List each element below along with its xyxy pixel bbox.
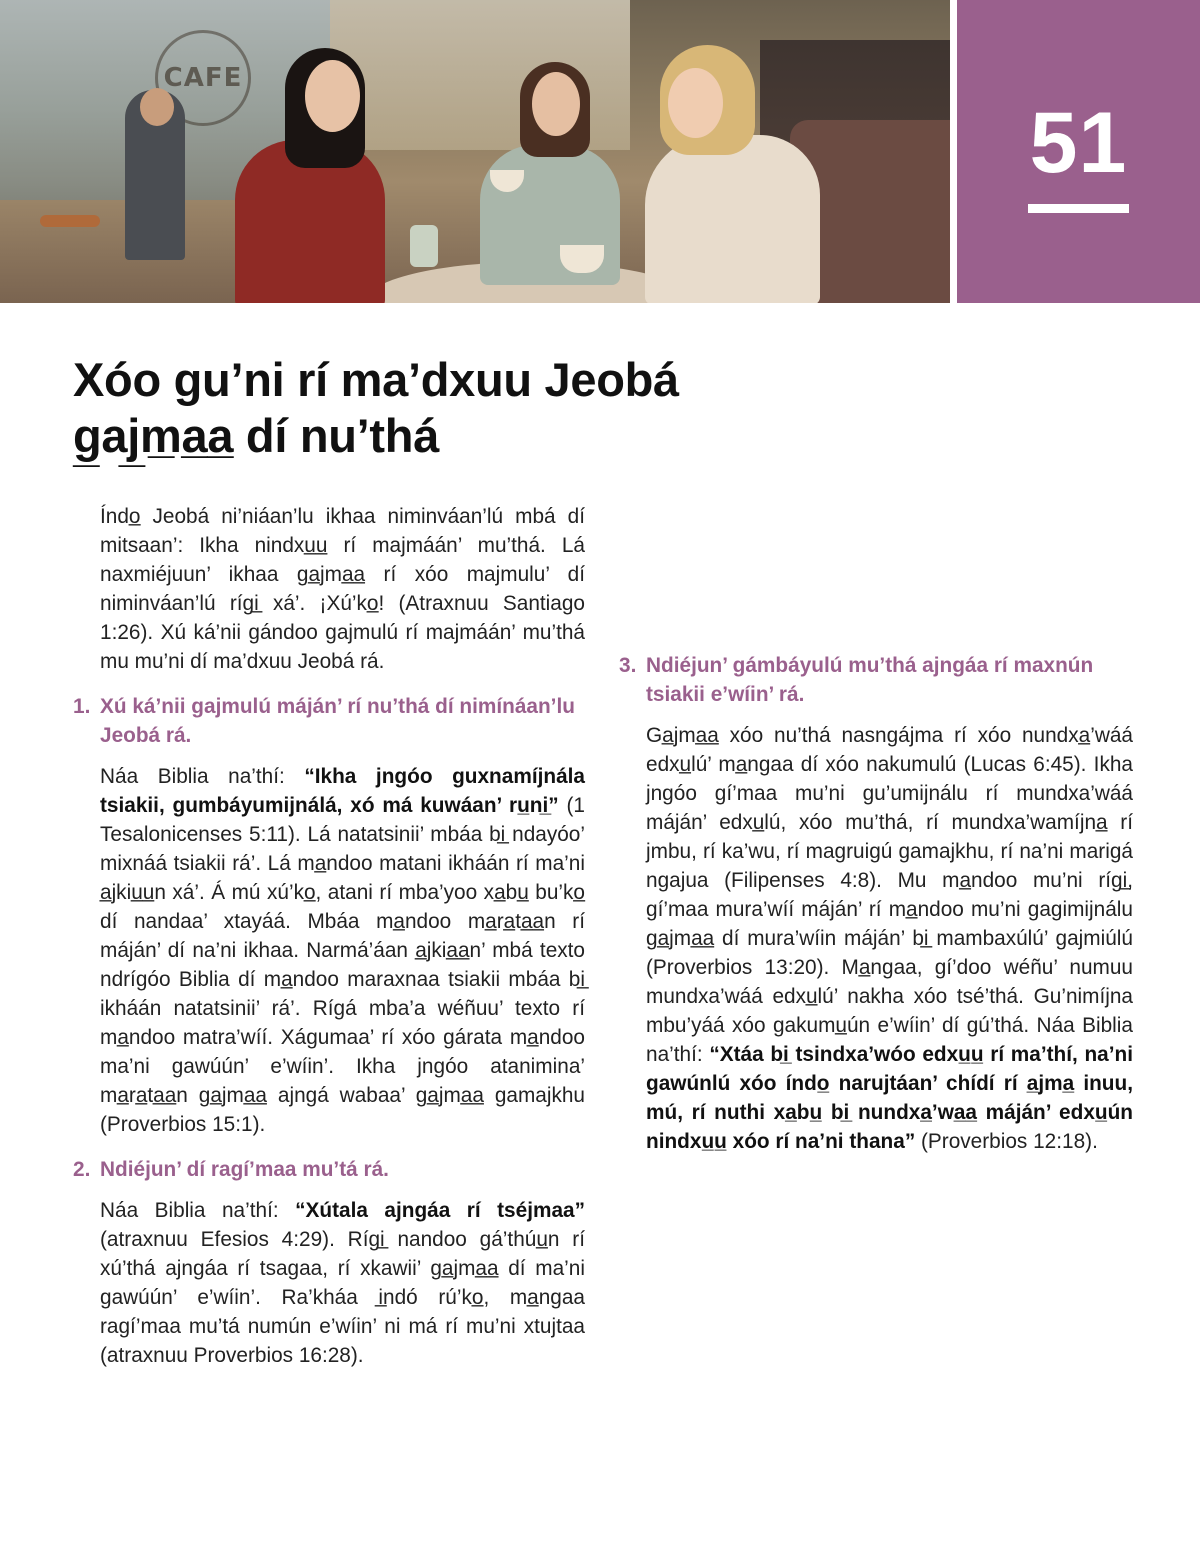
background-man-head [140, 88, 174, 126]
cafe-sign: CAFE [155, 30, 251, 126]
lesson-badge [957, 0, 1200, 303]
section-heading [73, 692, 585, 750]
left-column [73, 502, 585, 1370]
bible-quote: “Ikha jngóo guxnamíjnála tsiakii, gumbáyumijnálá, xó má kuwáan’ ru̲ni̲” [100, 765, 585, 817]
woman-beige-cardigan [645, 135, 820, 303]
paragraph-body: (atraxnuu Efesios 4:29). Rígi̲ nandoo gá’thúu̲n rí xú’thá ajngáa rí tsagaa, rí xkawii’ ga̲jma̲a̲ dí ma’ni gawúún’ e’wíin’. Ra’kháa i̲ndó rú’ko̲, ma̲ngaa ragí’maa mu’tá numún e’wíin’ ni má rí mu’ni xtujtaa (atraxnuu Proverbios 16:28). [100, 1228, 585, 1367]
section-heading [619, 651, 1133, 709]
paragraph-body: (1 Tesalonicenses 5:11). Lá natatsinii’ mbáa bi̲ ndayóo’ mixnáá tsiakii rá’. Lá ma̲ndoo matani ikháán rí ma’ni a̲jkiu̲u̲n xá’. Á mú xú’ko̲, atani rí mba’yoo xa̲bu̲ bu’ko̲ dí nandaa’ xtayáá. Mbáa ma̲ndoo ma̲ra̲ta̲a̲n rí máján’ dí na’ni ikhaa. Narmá’áan a̲jkia̲a̲n’ mbá texto ndrígóo Biblia dí ma̲ndoo maraxnaa tsiakii mbáa bi̲ ikháán natatsinii’ rá’. Rígá mba’a wéñuu’ texto rí ma̲ndoo matra’wíí. Xágumaa’ rí xóo gárata ma̲ndoo ma’ni gawúún’ e’wíin’. Ikha jngóo atanimina’ ma̲ra̲ta̲a̲n ga̲jma̲a̲ ajngá wabaa’ ga̲jma̲a̲ gamajkhu (Proverbios 15:1). [100, 794, 585, 1136]
glass-jar [410, 225, 438, 267]
section-number: 2. [73, 1158, 91, 1181]
right-column [619, 502, 1133, 1156]
section-heading-text: Xú ká’nii gajmulú máján’ rí nu’thá dí nimínáan’lu Jeobá rá. [100, 695, 575, 747]
section-heading [73, 1155, 585, 1184]
lesson-number-underline [1028, 204, 1129, 213]
woman-red-sweater-face [305, 60, 360, 132]
section-number: 1. [73, 695, 91, 718]
section-heading-text: Ndiéjun’ dí ragí’maa mu’tá rá. [100, 1158, 389, 1181]
section-paragraph [100, 762, 585, 1139]
section-number: 3. [619, 654, 637, 677]
coffee-cup [560, 245, 604, 273]
section-heading-text: Ndiéjun’ gámbáyulú mu’thá ajngáa rí maxnún tsiakii e’wíin’ rá. [646, 654, 1094, 706]
hero-photo [0, 0, 950, 303]
lesson-number: 51 [1029, 95, 1128, 191]
title-line-2: g̲aj̲m̲a̲a̲ dí nu’thá [73, 409, 440, 463]
section-paragraph [646, 721, 1133, 1156]
woman-green-blouse-face [532, 72, 580, 136]
section-paragraph [100, 1196, 585, 1370]
title-line-1: Xóo gu’ni rí ma’dxuu Jeobá [73, 353, 679, 406]
paragraph-tail: (Proverbios 12:18). [915, 1130, 1098, 1153]
bible-quote: “Xtáa bi̲ tsindxa’wóo edxu̲u̲ rí ma’thí, na’ni gawúnlú xóo índo̲ narujtáan’ chídí rí a̲jma̲ inuu, mú, rí nuthi xa̲bu̲ bi̲ nundxa̲’wa̲a̲ máján’ edxu̲ún nindxu̲u̲ xóo rí na’ni thana” [646, 1043, 1133, 1153]
bible-quote: “Xútala ajngáa rí tséjmaa” [295, 1199, 585, 1222]
intro-paragraph: Índo̲ Jeobá ni’niáan’lu ikhaa niminváan’lú mbá dí mitsaan’: Ikha nindxu̲u̲ rí majmáán’ mu’thá. Lá naxmiéjuun’ ikhaa ga̲jma̲a̲ rí xóo majmulu’ dí niminváan’lú rígi̲ xá’. ¡Xú’ko̲! (Atraxnuu Santiago 1:26). Xú ká’nii gándoo gajmulú rí majmáán’ mu’thá mu mu’ni dí ma’dxuu Jeobá rá. [100, 505, 585, 673]
woman-beige-cardigan-face [668, 68, 723, 138]
bar-stool [40, 215, 100, 227]
paragraph-body: Ga̲jma̲a̲ xóo nu’thá nasngájma rí xóo nundxa̲’wáá edxu̲lú’ ma̲ngaa dí xóo nakumulú (Lucas 6:45). Ikha jngóo gí’maa mu’ni gu’umijnálu rí mundxa’wáá máján’ edxu̲lú, xóo mu’thá, rí mundxa’wamíjna̲ rí jmbu, rí ka’wu, rí magruigú gamajkhu, rí na’ni marigá ngajua (Filipenses 4:8). Mu ma̲ndoo mu’ni rígi̲, gí’maa mura’wíí máján’ rí ma̲ndoo mu’ni gagimijnálu ga̲jma̲a̲ dí mura’wíin máján’ bi̲ mambaxúlú’ gajmiúlú (Proverbios 13:20). Ma̲ngaa, gí’doo wéñu’ numuu mundxa’wáá edxu̲lú’ nakha xóo tsé’thá. Gu’nimíjna mbu’yáá xóo gakumu̲ún e’wíin’ dí gú’thá. Náa Biblia na’thí: [646, 724, 1133, 1066]
paragraph-lead: Náa Biblia na’thí: [100, 765, 305, 788]
paragraph-lead: Náa Biblia na’thí: [100, 1199, 296, 1222]
page-title [73, 352, 893, 465]
